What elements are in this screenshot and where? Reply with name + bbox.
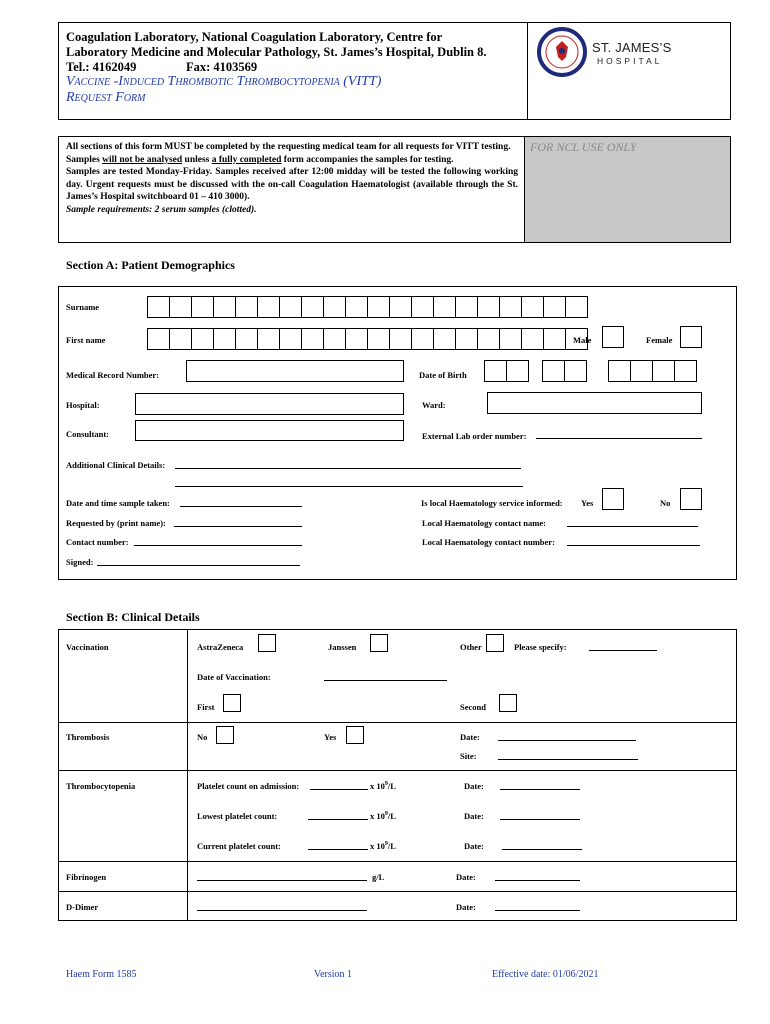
dose-first-checkbox[interactable] [223, 694, 241, 712]
mrn-label: Medical Record Number: [66, 370, 160, 380]
platelet-current-unit: x $10^9/L$ [370, 841, 396, 851]
female-label: Female [646, 335, 673, 345]
dose-second-checkbox[interactable] [499, 694, 517, 712]
thrombosis-yes-label: Yes [324, 732, 337, 742]
thrombosis-no-checkbox[interactable] [216, 726, 234, 744]
astrazeneca-checkbox[interactable] [258, 634, 276, 652]
vaccination-label: Vaccination [66, 642, 109, 652]
form-title-line2: Request Form [66, 90, 146, 105]
haem-informed-yes-label: Yes [581, 498, 594, 508]
platelet-admission-date-line[interactable] [500, 789, 580, 790]
ward-field[interactable] [487, 392, 702, 414]
mrn-field[interactable] [186, 360, 404, 382]
fibrinogen-value-line[interactable] [197, 880, 367, 881]
haem-contact-number-label: Local Haematology contact number: [422, 537, 555, 547]
date-vaccination-line[interactable] [324, 680, 447, 681]
clinical-details-line-2[interactable] [175, 486, 523, 487]
external-lab-line[interactable] [536, 438, 702, 439]
haem-informed-label: Is local Haematology service informed: [421, 498, 563, 508]
lab-line1: Coagulation Laboratory, National Coagulation Laboratory, Centre for [66, 30, 443, 44]
dob-label: Date of Birth [419, 370, 467, 380]
thrombosis-date-label: Date: [460, 732, 480, 742]
surname-label: Surname [66, 302, 100, 312]
fax-number: Fax: 4103569 [186, 60, 258, 74]
fibrinogen-date-label: Date: [456, 872, 476, 882]
footer-effective-date: Effective date: 01/06/2021 [492, 969, 599, 980]
hospital-field[interactable] [135, 393, 404, 415]
hospital-logo-text-1: ST. JAMES’S [592, 40, 672, 55]
contact-number-line[interactable] [134, 545, 302, 546]
haem-contact-number-line[interactable] [567, 545, 700, 546]
dob-day-cells[interactable] [484, 360, 528, 382]
haem-informed-no-label: No [660, 498, 671, 508]
footer-version: Version 1 [314, 969, 353, 980]
date-taken-label: Date and time sample taken: [66, 498, 170, 508]
hospital-crest-logo [537, 27, 587, 77]
platelet-lowest-date-line[interactable] [500, 819, 580, 820]
form-title-line1: Vaccine -Induced Thrombotic Thrombocytopenia (VITT) [66, 74, 382, 89]
platelet-current-date-label: Date: [464, 841, 484, 851]
fibrinogen-label: Fibrinogen [66, 872, 107, 882]
ncl-use-only-label: FOR NCL USE ONLY [530, 140, 637, 154]
dose-second-label: Second [460, 702, 486, 712]
platelet-admission-unit: x $10^9/L$ [370, 781, 396, 791]
ddimer-date-line[interactable] [495, 910, 580, 911]
janssen-checkbox[interactable] [370, 634, 388, 652]
janssen-label: Janssen [328, 642, 357, 652]
date-taken-line[interactable] [180, 506, 302, 507]
platelet-admission-label: Platelet count on admission: [197, 781, 300, 791]
platelet-current-date-line[interactable] [502, 849, 582, 850]
fibrinogen-date-line[interactable] [495, 880, 580, 881]
clinical-details-label: Additional Clinical Details: [66, 460, 166, 470]
signed-line[interactable] [97, 565, 300, 566]
lab-line2: Laboratory Medicine and Molecular Pathology, St. James’s Hospital, Dublin 8. [66, 45, 487, 59]
section-b-box [58, 629, 737, 921]
clinical-details-line-1[interactable] [175, 468, 521, 469]
fibrinogen-unit: g/L [372, 872, 385, 882]
please-specify-label: Please specify: [514, 642, 567, 652]
ddimer-date-label: Date: [456, 902, 476, 912]
please-specify-line[interactable] [589, 650, 657, 651]
male-checkbox[interactable] [602, 326, 624, 348]
haem-contact-name-label: Local Haematology contact name: [422, 518, 546, 528]
section-a-title: Section A: Patient Demographics [66, 258, 235, 272]
female-checkbox[interactable] [680, 326, 702, 348]
surname-char-cells[interactable] [147, 296, 587, 318]
haem-informed-yes-checkbox[interactable] [602, 488, 624, 510]
dose-first-label: First [197, 702, 215, 712]
dob-year-cells[interactable] [608, 360, 696, 382]
platelet-lowest-label: Lowest platelet count: [197, 811, 278, 821]
dob-month-cells[interactable] [542, 360, 586, 382]
platelet-lowest-unit: x $10^9/L$ [370, 811, 396, 821]
thrombosis-no-label: No [197, 732, 208, 742]
thrombosis-label: Thrombosis [66, 732, 110, 742]
row-divider-1 [58, 722, 737, 723]
consultant-field[interactable] [135, 420, 404, 441]
footer-form-number: Haem Form 1585 [66, 969, 137, 980]
row-divider-2 [58, 770, 737, 771]
requested-by-line[interactable] [174, 526, 302, 527]
hospital-logo-text-2: HOSPITAL [597, 56, 663, 66]
thrombosis-site-line[interactable] [498, 759, 638, 760]
ddimer-value-line[interactable] [197, 910, 367, 911]
ward-label: Ward: [422, 400, 446, 410]
tel-number: Tel.: 4162049 [66, 60, 137, 74]
header-divider [527, 22, 528, 120]
requested-by-label: Requested by (print name): [66, 518, 166, 528]
ddimer-label: D-Dimer [66, 902, 99, 912]
other-checkbox[interactable] [486, 634, 504, 652]
haem-contact-name-line[interactable] [567, 526, 698, 527]
signed-label: Signed: [66, 557, 94, 567]
consultant-label: Consultant: [66, 429, 109, 439]
male-label: Male [573, 335, 592, 345]
instructions-p1: All sections of this form MUST be completed by the requesting medical team for all requests for VITT testing. [66, 142, 511, 152]
thrombosis-date-line[interactable] [498, 740, 636, 741]
thrombocytopenia-label: Thrombocytopenia [66, 781, 136, 791]
thrombosis-site-label: Site: [460, 751, 477, 761]
platelet-current-label: Current platelet count: [197, 841, 281, 851]
external-lab-label: External Lab order number: [422, 431, 527, 441]
first-name-label: First name [66, 335, 106, 345]
haem-informed-no-checkbox[interactable] [680, 488, 702, 510]
contact-number-label: Contact number: [66, 537, 129, 547]
thrombosis-yes-checkbox[interactable] [346, 726, 364, 744]
section-b-column-divider [187, 629, 188, 921]
date-vaccination-label: Date of Vaccination: [197, 672, 271, 682]
row-divider-3 [58, 861, 737, 862]
first-name-char-cells[interactable] [147, 328, 587, 350]
instructions-p4: Sample requirements: 2 serum samples (clotted). [66, 204, 257, 215]
instructions-p2: Samples will not be analysed unless a fully completed form accompanies the samples for testing. [66, 154, 454, 165]
platelet-lowest-date-label: Date: [464, 811, 484, 821]
platelet-current-line[interactable] [308, 849, 368, 850]
platelet-admission-line[interactable] [310, 789, 368, 790]
instructions-text [66, 141, 518, 217]
section-b-title: Section B: Clinical Details [66, 610, 200, 624]
other-label: Other [460, 642, 482, 652]
astrazeneca-label: AstraZeneca [197, 642, 244, 652]
hospital-label: Hospital: [66, 400, 100, 410]
instructions-p3: Samples are tested Monday-Friday. Samples received after 12:00 midday will be tested the following working day. Urgent requests must be discussed with the on-call Coagulation Haematologist (available through the St. James’s Hospital switchboard 01 – 410 3000). [66, 167, 518, 203]
platelet-admission-date-label: Date: [464, 781, 484, 791]
platelet-lowest-line[interactable] [308, 819, 368, 820]
row-divider-4 [58, 891, 737, 892]
